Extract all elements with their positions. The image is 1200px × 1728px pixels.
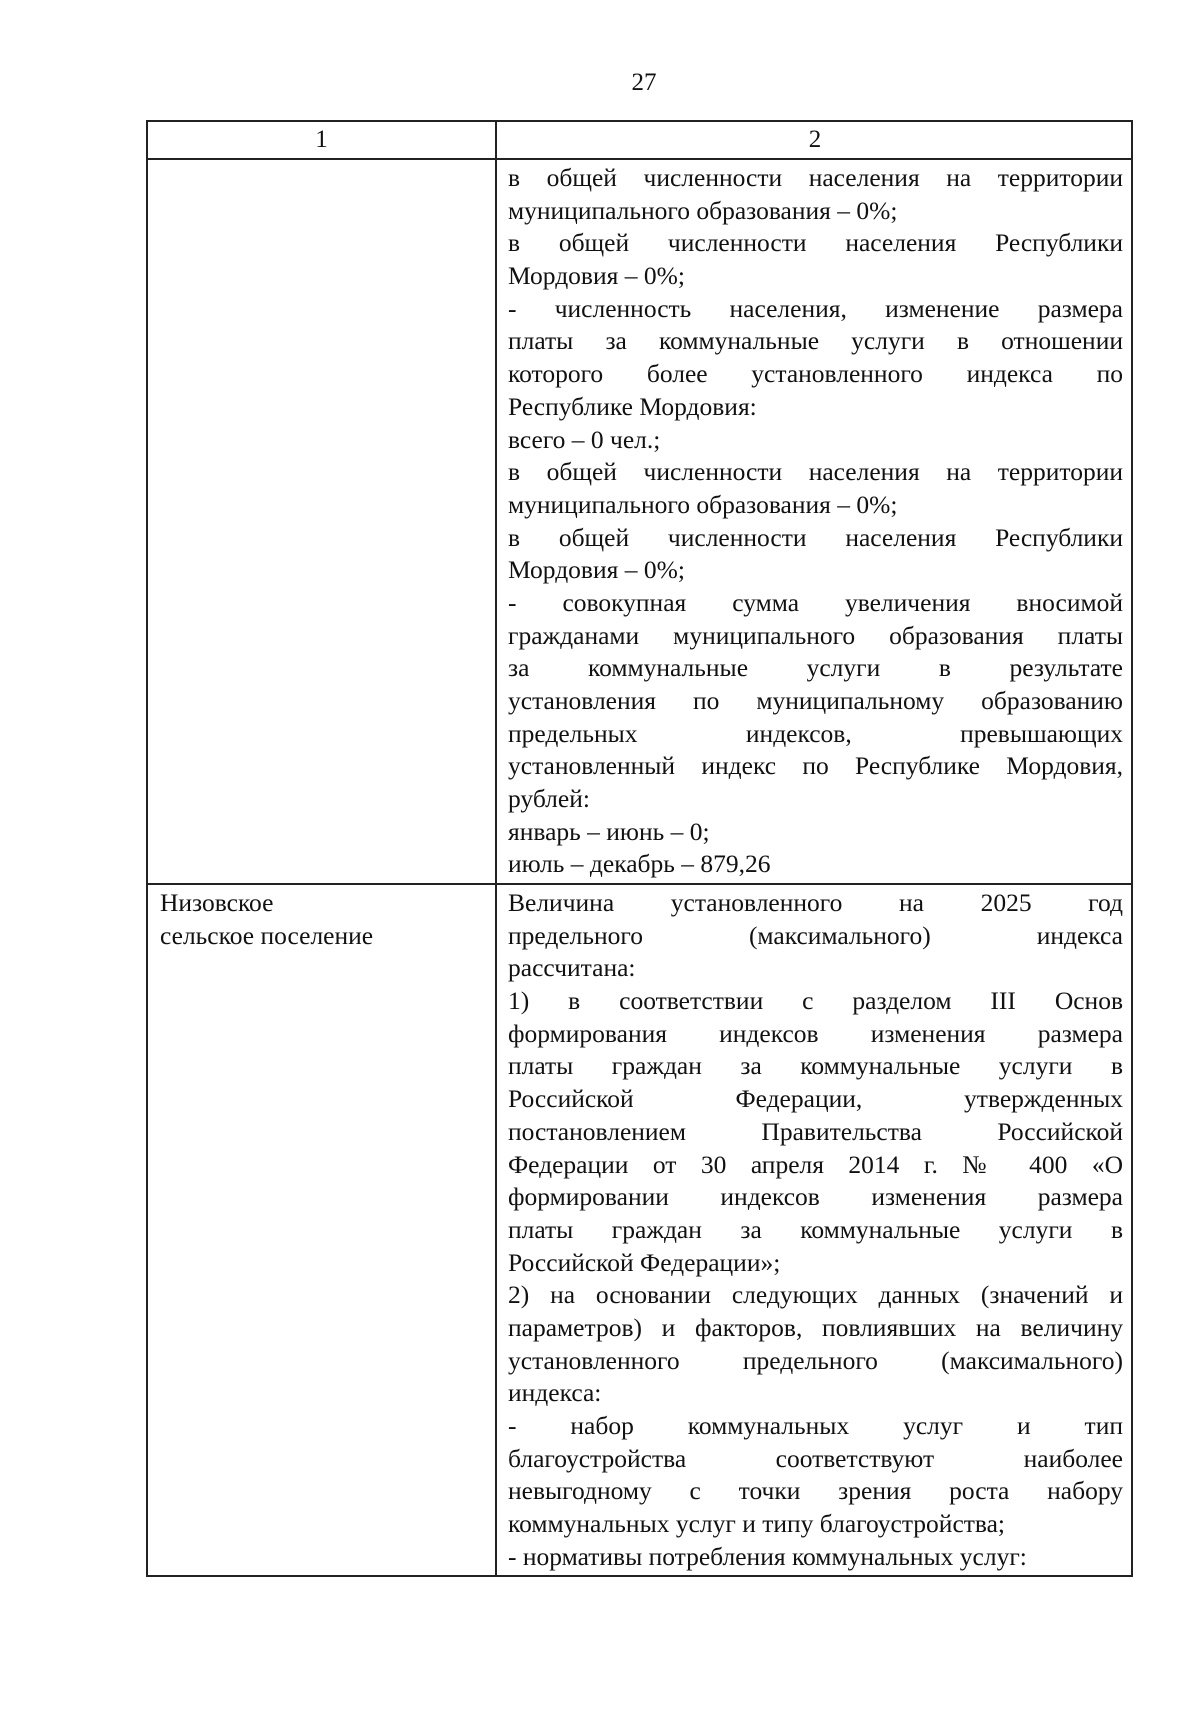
text-line: платы за коммунальные услуги в отношении (508, 326, 1123, 356)
text-line: невыгодному с точки зрения роста набору (508, 1476, 1123, 1506)
text-line: Низовское (160, 888, 274, 917)
text-line: Республике Мордовия: (508, 391, 757, 421)
page-number: 27 (631, 69, 657, 96)
text-line: формирования индексов изменения размера (508, 1018, 1123, 1048)
text-line: гражданами муниципального образования платы (508, 620, 1123, 650)
text-line: коммунальных услуг и типу благоустройства; (508, 1509, 1006, 1539)
text-line: Мордовия – 0%; (508, 555, 685, 585)
text-line: в общей численности населения на территории (508, 457, 1123, 487)
text-line: установленного предельного (максимального) (508, 1345, 1123, 1375)
text-line: Величина установленного на 2025 год (508, 888, 1123, 917)
text-line: Российской Федерации, утвержденных (508, 1084, 1123, 1114)
text-line: 1) в соответствии с разделом III Основ (508, 986, 1123, 1016)
text-line: - нормативы потребления коммунальных услуг: (508, 1541, 1027, 1571)
text-line: муниципального образования – 0%; (508, 489, 898, 519)
column-header-1: 1 (315, 126, 328, 153)
text-line: которого более установленного индекса по (508, 359, 1123, 389)
text-line: предельных индексов, превышающих (508, 718, 1123, 748)
text-line: Российской Федерации»; (508, 1247, 781, 1277)
text-line: параметров) и факторов, повлиявших на величину (508, 1312, 1123, 1342)
text-line: Мордовия – 0%; (508, 261, 685, 291)
text-line: 2) на основании следующих данных (значений и (508, 1280, 1123, 1310)
text-line: - численность населения, изменение размера (508, 293, 1123, 323)
column-divider (495, 122, 497, 1575)
text-line: рассчитана: (508, 953, 636, 983)
text-line: Федерации от 30 апреля 2014 г. № 400 «О (508, 1149, 1123, 1179)
text-line: установления по муниципальному образованию (508, 686, 1123, 715)
text-line: - набор коммунальных услуг и тип (508, 1411, 1123, 1440)
text-line: в общей численности населения Республики (508, 522, 1123, 552)
text-line: индекса: (508, 1378, 602, 1408)
text-line: всего – 0 чел.; (508, 424, 661, 454)
text-line: январь – июнь – 0; (508, 816, 710, 846)
text-line: за коммунальные услуги в результате (508, 653, 1123, 683)
row-2-col-1 (160, 887, 480, 952)
text-line: муниципального образования – 0%; (508, 195, 898, 225)
header-divider (148, 158, 1131, 160)
text-line: в общей численности населения на территории (508, 163, 1123, 192)
row-1-col-2 (508, 162, 1123, 881)
row-2-col-2 (508, 887, 1123, 1573)
column-header-2: 2 (808, 126, 822, 153)
text-line: рублей: (508, 784, 590, 814)
text-line: сельское поселение (160, 920, 374, 950)
document-table (146, 120, 1133, 1577)
text-line: благоустройства соответствуют наиболее (508, 1443, 1123, 1473)
text-line: постановлением Правительства Российской (508, 1116, 1123, 1146)
text-line: платы граждан за коммунальные услуги в (508, 1214, 1123, 1244)
row-divider (148, 883, 1131, 885)
text-line: формировании индексов изменения размера (508, 1182, 1123, 1212)
text-line: платы граждан за коммунальные услуги в (508, 1051, 1123, 1081)
text-line: в общей численности населения Республики (508, 228, 1123, 258)
text-line: июль – декабрь – 879,26 (508, 849, 771, 879)
text-line: предельного (максимального) индекса (508, 920, 1123, 950)
text-line: установленный индекс по Республике Мордовия, (508, 751, 1123, 781)
text-line: - совокупная сумма увеличения вносимой (508, 587, 1123, 617)
